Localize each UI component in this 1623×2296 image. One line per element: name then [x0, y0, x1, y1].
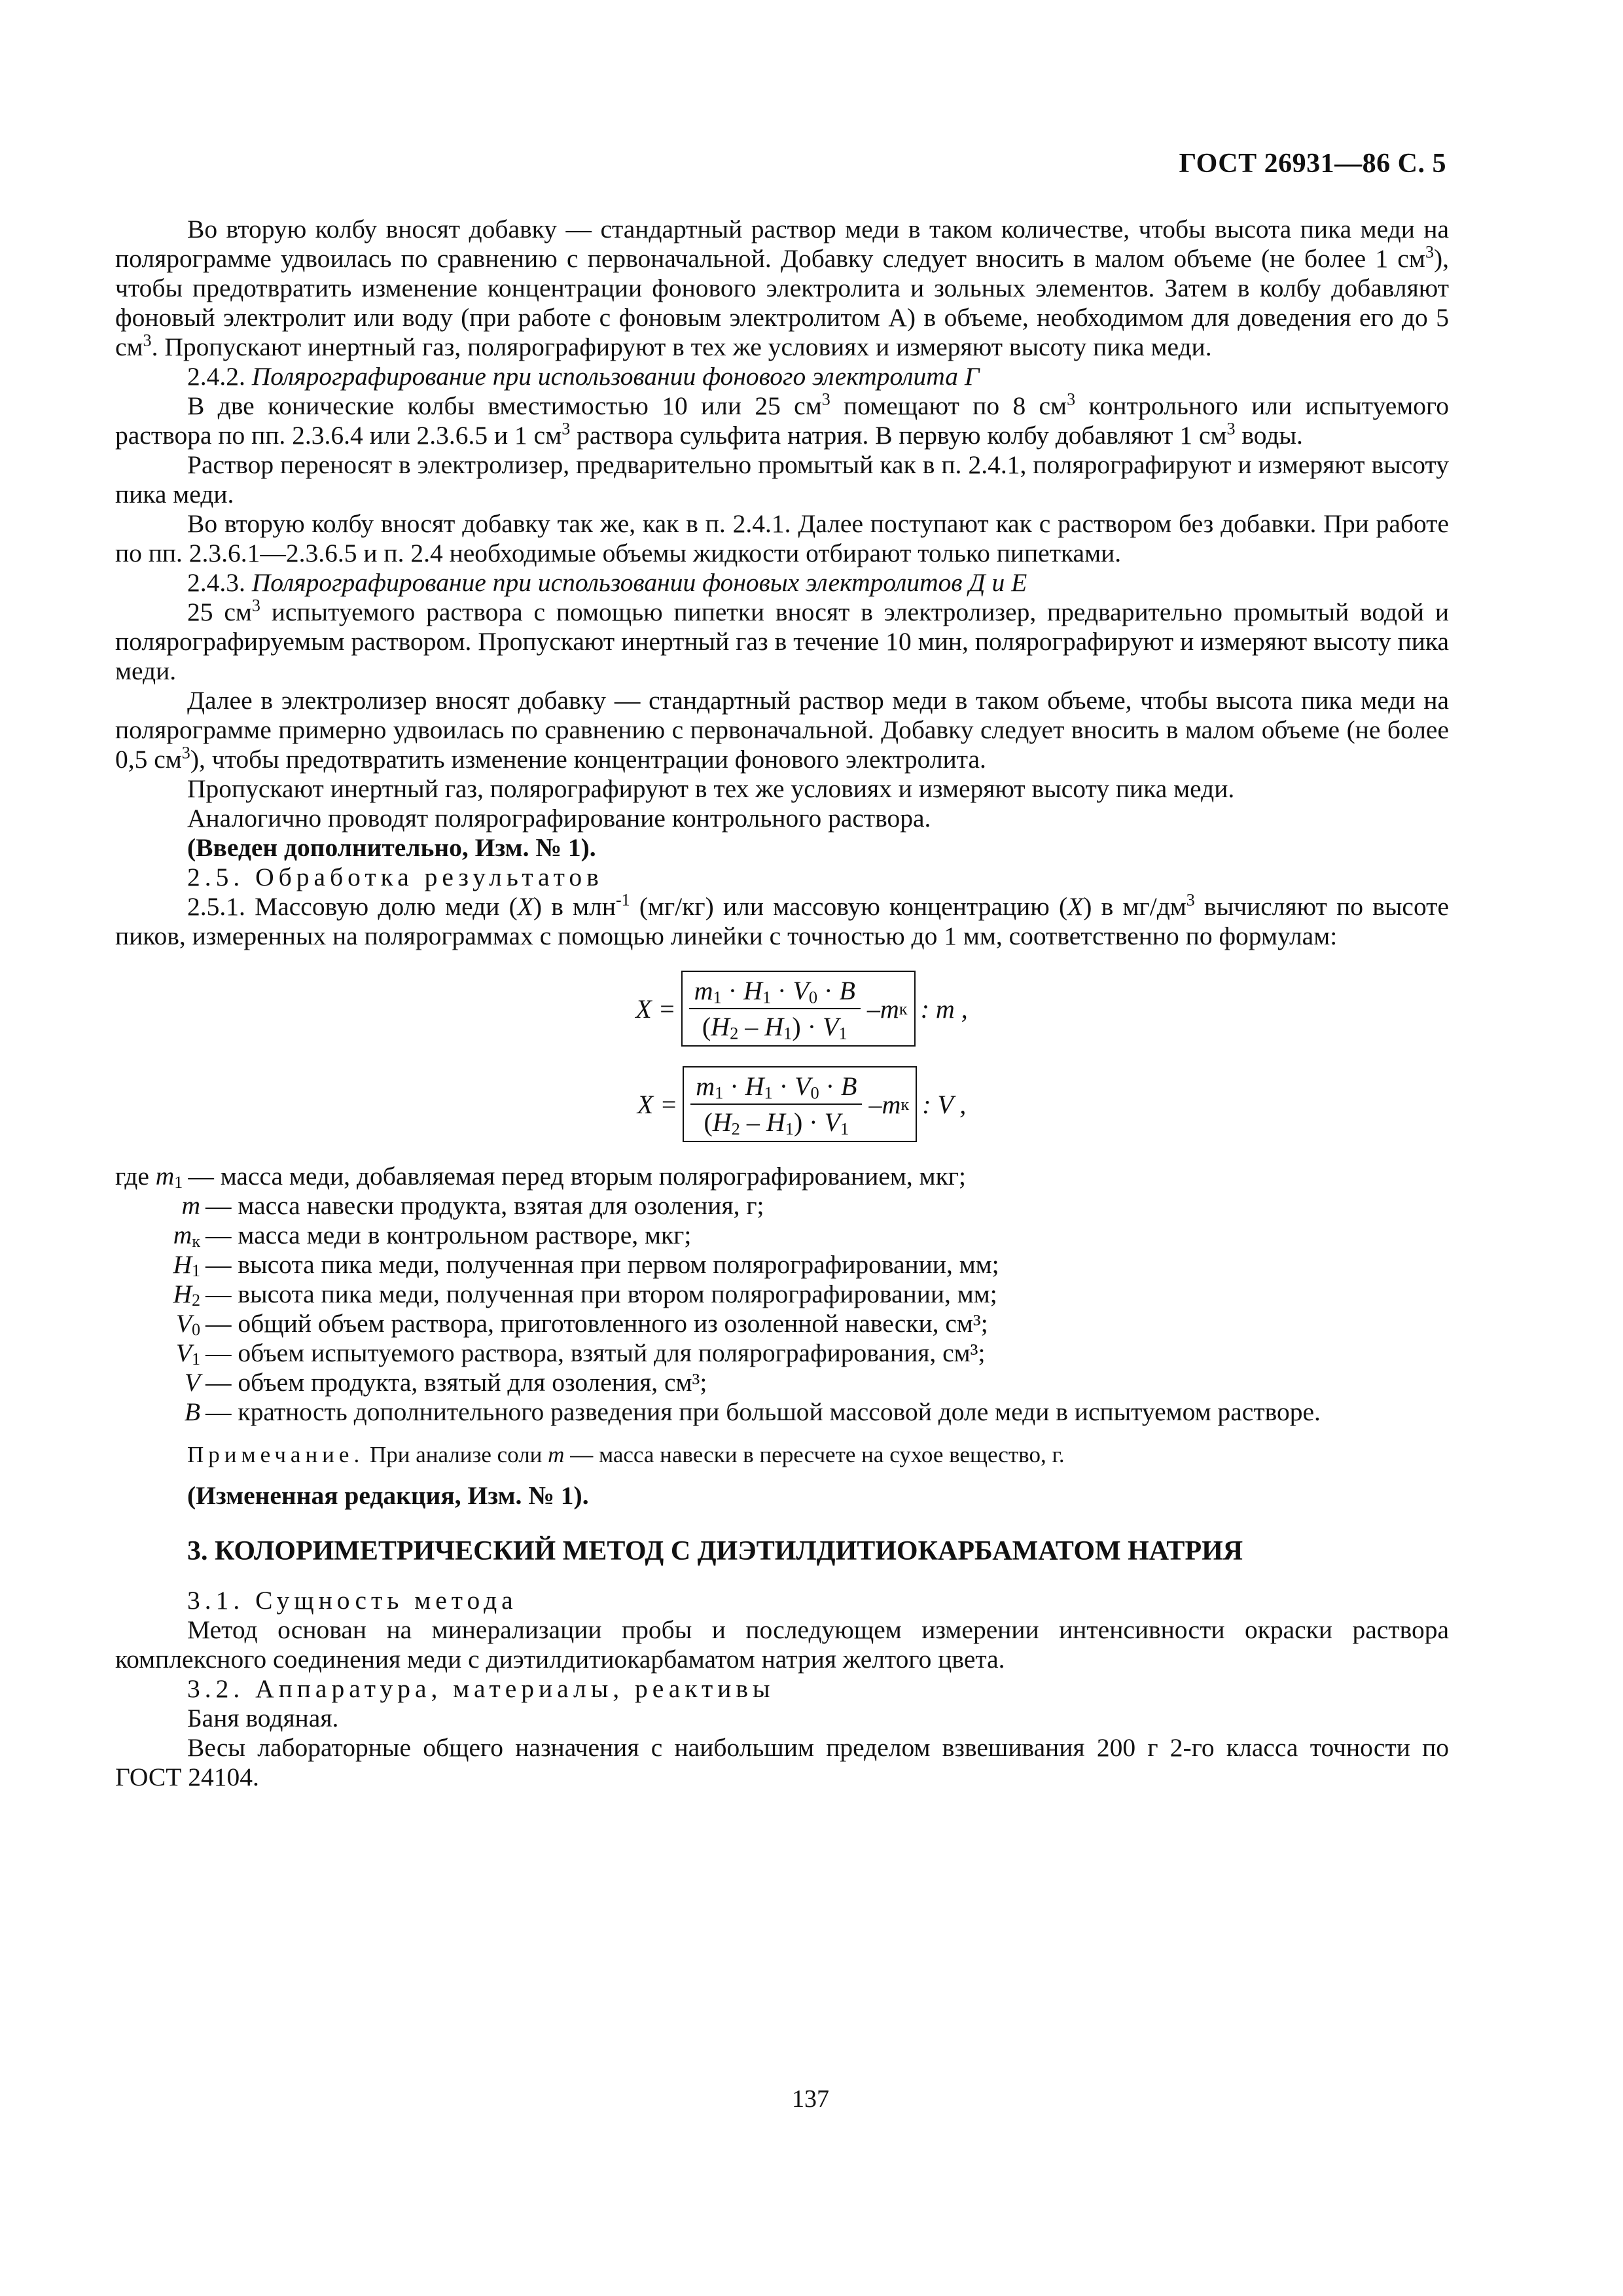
paragraph-control: Аналогично проводят полярографирование контрольного раствора.	[187, 804, 931, 833]
legend-item: m — масса навески продукта, взятая для озоления, г;	[181, 1191, 764, 1220]
section-2-4-2-heading: 2.4.2. Полярографирование при использовании фонового электролита Г	[187, 362, 980, 391]
paragraph-scales: Весы лабораторные общего назначения с наибольшим пределом взвешивания 200 г 2-го класса точности по ГОСТ 24104.	[115, 1733, 1449, 1791]
legend-item: $m_к$ — масса меди в контрольном растворе, мкг;	[173, 1221, 692, 1251]
paragraph-inert-gas: Пропускают инертный газ, полярографируют в тех же условиях и измеряют высоту пика меди.	[187, 774, 1235, 803]
formula-mass-fraction: X = $\frac{m_1 \cdot H_1 \cdot V_0 \cdot B}{(H_2 - H_1) \cdot V_1}$ – m к : m ,	[154, 971, 1449, 1047]
legend-item: B — кратность дополнительного разведения при большой массовой доле меди в испытуемом растворе.	[184, 1397, 1321, 1426]
paragraph-25cm3: 25 $см^3$ испытуемого раствора с помощью пипетки вносят в электролизер, предварительно промытый водой и полярографируемым раствором. Пропускают инертный газ в течение 10 мин, полярографируют и измеряют высоту пика меди.	[115, 596, 1449, 685]
variables-legend	[115, 1162, 1449, 1427]
running-head: ГОСТ 26931—86 С. 5	[1179, 149, 1446, 179]
page-number: 137	[792, 2085, 829, 2113]
formula-mass-concentration: X = $\frac{m_1 \cdot H_1 \cdot V_0 \cdot B}{(H_2 - H_1) \cdot V_1}$ – m к : V ,	[154, 1066, 1449, 1142]
paragraph-2-5-1: 2.5.1. Массовую долю меди (X) в млн$^{-1}$ (мг/кг) или массовую концентрацию (X) в $мг/дм^3$ вычисляют по высоте пиков, измеренных на полярограммах с помощью линейки с точностью до 1 мм, соответственно по формулам:	[115, 890, 1449, 950]
document-body	[115, 215, 1449, 1792]
section-2-4-3-heading: 2.4.3. Полярографирование при использовании фоновых электролитов Д и Е	[187, 568, 1027, 597]
amendment-note-1: (Введен дополнительно, Изм. № 1).	[187, 833, 596, 862]
amendment-note-2: (Измененная редакция, Изм. № 1).	[187, 1481, 589, 1510]
paragraph-conical-flasks: В две конические колбы вместимостью 10 или 25 $см^3$ помещают по 8 $см^3$ контрольного или испытуемого раствора по пп. 2.3.6.4 или 2.3.6.5 и 1 $см^3$ раствора сульфита натрия. В первую колбу добавляют 1 $см^3$ воды.	[115, 389, 1449, 450]
section-3-2-heading: 3.2. Аппаратура, материалы, реактивы	[187, 1674, 775, 1703]
paragraph-second-flask: Во вторую колбу вносят добавку так же, как в п. 2.4.1. Далее поступают как с раствором без добавки. При работе по пп. 2.3.6.1—2.3.6.5 и п. 2.4 необходимые объемы жидкости отбирают только пипетками.	[115, 509, 1449, 567]
legend-item: где $m_1$ — масса меди, добавляемая перед вторым полярографированием, мкг;	[115, 1162, 966, 1193]
paragraph-addition: Во вторую колбу вносят добавку — стандартный раствор меди в таком количестве, чтобы высота пика меди на полярограмме удвоилась по сравнению с первоначальной. Добавку следует вносить в малом объеме (не более 1 $см^3$), чтобы предотвратить изменение концентрации фонового электролита и зольных элементов. Затем в колбу добавляют фоновый электролит или воду (при работе с фоновым электролитом А) в объеме, необходимом для доведения его до 5 $см^3$. Пропускают инертный газ, полярографируют в тех же условиях и измеряют высоту пика меди.	[115, 215, 1449, 361]
paragraph-electrolyzer: Раствор переносят в электролизер, предварительно промытый как в п. 2.4.1, полярографируют и измеряют высоту пика меди.	[115, 450, 1449, 509]
legend-item: $H_1$ — высота пика меди, полученная при первом полярографировании, мм;	[173, 1250, 999, 1281]
legend-item: $H_2$ — высота пика меди, полученная при втором полярографировании, мм;	[173, 1280, 997, 1310]
section-3-1-heading: 3.1. Сущность метода	[187, 1586, 518, 1615]
paragraph-add-standard: Далее в электролизер вносят добавку — стандартный раствор меди в таком объеме, чтобы высота пика меди на полярограмме примерно удвоилась по сравнению с первоначальной. Добавку следует вносить в малом объеме (не более 0,5 $см^3$), чтобы предотвратить изменение концентрации фонового электролита.	[115, 686, 1449, 774]
paragraph-method-essence: Метод основан на минерализации пробы и последующем измерении интенсивности окраски раствора комплексного соединения меди с диэтилдитиокарбаматом натрия желтого цвета.	[115, 1615, 1449, 1674]
section-2-5-heading: 2.5. Обработка результатов	[187, 863, 603, 891]
section-3-heading: 3. КОЛОРИМЕТРИЧЕСКИЙ МЕТОД С ДИЭТИЛДИТИОКАРБАМАТОМ НАТРИЯ	[187, 1536, 1243, 1566]
legend-item: V — объем продукта, взятый для озоления, см³;	[184, 1368, 707, 1397]
legend-item: $V_1$ — объем испытуемого раствора, взятый для полярографирования, см³;	[175, 1338, 986, 1369]
note: Примечание. При анализе соли m — масса навески в пересчете на сухое вещество, г.	[187, 1442, 1065, 1467]
legend-item: $V_0$ — общий объем раствора, приготовленного из озоленной навески, см³;	[175, 1309, 988, 1340]
paragraph-water-bath: Баня водяная.	[187, 1704, 339, 1732]
